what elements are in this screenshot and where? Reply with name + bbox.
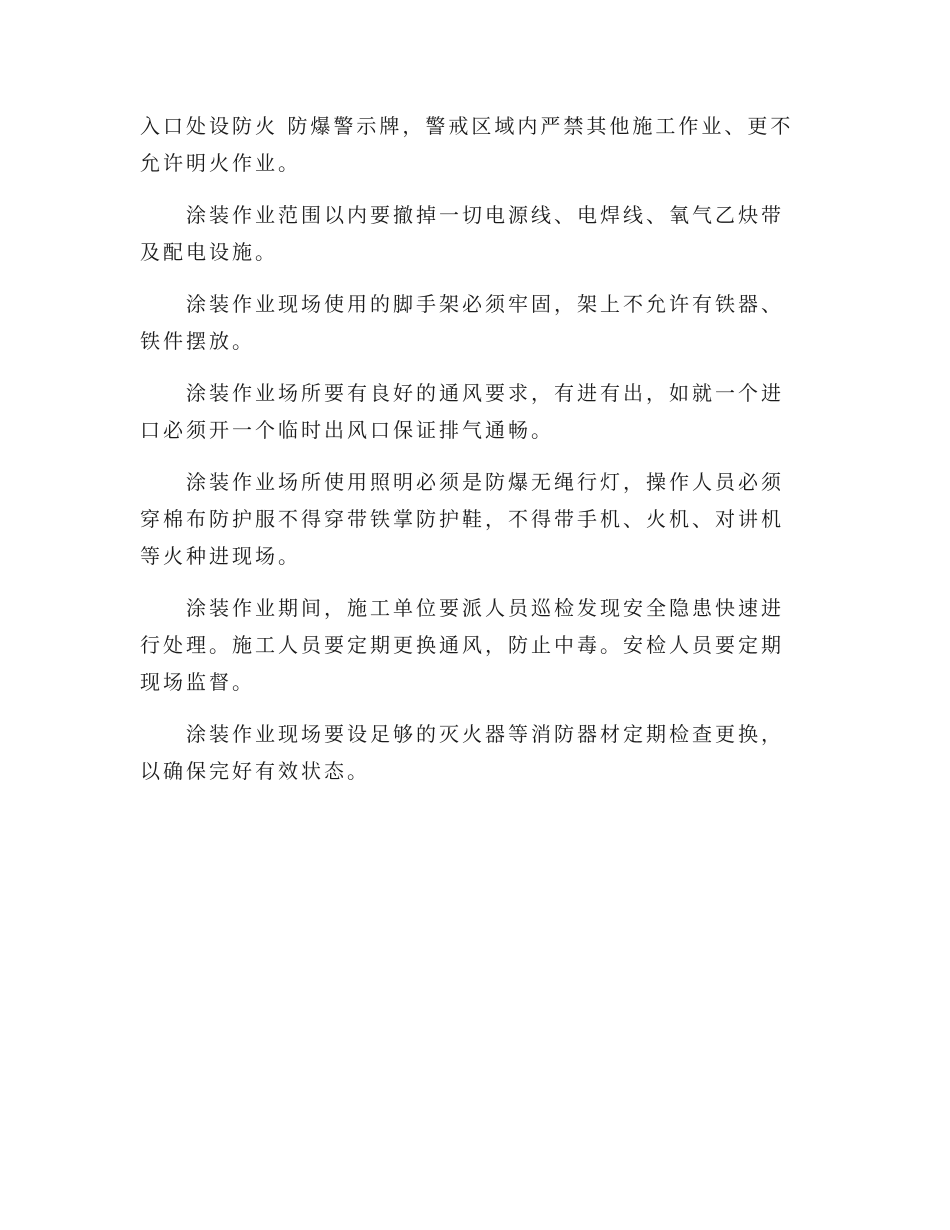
paragraph-fire-extinguishers: 涂装作业现场要设足够的灭火器等消防器材定期检查更换，以确保完好有效状态。 [140, 722, 784, 783]
paragraph-ventilation: 涂装作业场所要有良好的通风要求，有进有出，如就一个进口必须开一个临时出风口保证排气通畅。 [140, 381, 784, 442]
paragraph-lighting-protection: 涂装作业场所使用照明必须是防爆无绳行灯，操作人员必须穿棉布防护服不得穿带铁掌防护鞋，不得带手机、火机、对讲机等火种进现场。 [140, 470, 784, 568]
paragraph-fire-warning: 入口处设防火 防爆警示牌，警戒区域内严禁其他施工作业、更不允许明火作业。 [140, 114, 794, 175]
paragraph-inspection: 涂装作业期间，施工单位要派人员巡检发现安全隐患快速进行处理。施工人员要定期更换通风，防止中毒。安检人员要定期现场监督。 [140, 596, 784, 694]
paragraph-scaffold: 涂装作业现场使用的脚手架必须牢固，架上不允许有铁器、铁件摆放。 [140, 292, 784, 353]
paragraph-remove-power-lines: 涂装作业范围以内要撤掉一切电源线、电焊线、氧气乙炔带及配电设施。 [140, 203, 784, 264]
document-body [140, 108, 800, 805]
